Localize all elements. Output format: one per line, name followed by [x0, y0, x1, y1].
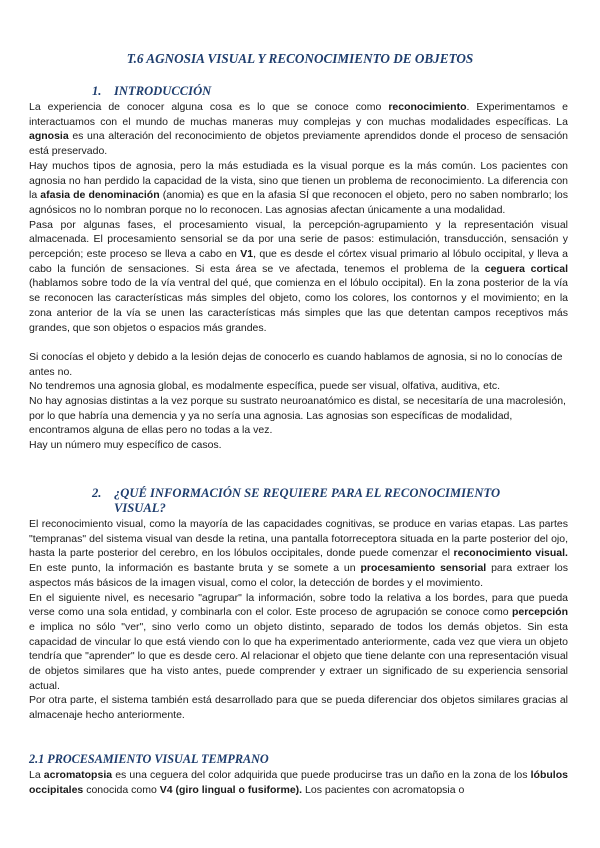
term-afasia-denominacion: afasia de denominación: [40, 189, 160, 202]
term-reconocimiento-visual: reconocimiento visual.: [453, 547, 568, 560]
section-1-number: 1.: [92, 84, 102, 98]
section-2-1-body: [29, 768, 568, 797]
term-acromatopsia: acromatopsia: [43, 769, 113, 781]
paragraph: Hay un número muy específico de casos.: [29, 439, 222, 452]
section-1-body: [29, 100, 568, 453]
paragraph: La experiencia de conocer alguna cosa es lo que se conoce como reconocimiento. Experimentamos e interactuamos con el mundo de muchas maneras muy complejas y con muchas modalidades específicas. La agnosia es una alteración del reconocimiento de objetos previamente aprendidos donde el proceso de sensación está preservado.: [29, 101, 568, 158]
term-v4: V4 (giro lingual o fusiforme).: [159, 783, 303, 796]
section-2-1-heading: 2.1 PROCESAMIENTO VISUAL TEMPRANO: [29, 752, 269, 766]
term-procesamiento-sensorial: procesamiento sensorial: [360, 562, 487, 575]
section-2-title-continued: VISUAL?: [114, 501, 166, 515]
section-2-title: ¿QUÉ INFORMACIÓN SE REQUIERE PARA EL RECONOCIMIENTO: [114, 486, 501, 500]
paragraph: Por otra parte, el sistema también está desarrollado para que se pueda diferenciar dos objetos similares gracias al almacenaje hecho anteriormente.: [29, 694, 568, 722]
document-title: T.6 AGNOSIA VISUAL Y RECONOCIMIENTO DE OBJETOS: [126, 51, 474, 66]
paragraph: Hay muchos tipos de agnosia, pero la más estudiada es la visual porque es la más común. Los pacientes con agnosia no han perdido la capacidad de la vista, sino que tienen un problema de reconocimiento. La diferencia con la afasia de denominación (anomia) es que en la afasia SÍ que reconocen el objeto, pero no saben nombrarlo; los agnósicos no lo nombran porque no lo reconocen. Las agnosias afectan únicamente a una modalidad.: [29, 159, 568, 216]
paragraph: En el siguiente nivel, es necesario "agrupar" la información, sobre todo la relativa a los bordes, para que pueda verse como una sola entidad, y combinarla con el color. Este proceso de agrupación se conoce como percepción e implica no sólo "ver", sino verlo como un objeto distinto, separado de todos los demás objetos. Sin esta capacidad de vincular lo que está viendo con lo que ha experimentado anteriormente, cada vez que viera un objeto tendría que "aprender" lo que es desde cero. Al relacionar el objeto que tiene delante con una representación visual de objetos similares que ha visto antes, puede comprender y extraer un significado de su experiencia sensorial actual.: [29, 591, 568, 692]
section-1-heading: [92, 84, 211, 99]
term-ceguera-cortical: ceguera cortical: [484, 262, 569, 275]
term-v1: V1: [240, 248, 254, 261]
paragraph: No hay agnosias distintas a la vez porque su sustrato neuroanatómico es distal, se necesitaría de una macrolesión, por lo que habría una demencia y ya no sería una agnosia. Las agnosias son específicas de modalidad, encontramos alguna de ellas pero no todas a la vez.: [29, 395, 566, 437]
term-percepcion: percepción: [511, 606, 568, 619]
paragraph: No tendremos una agnosia global, es modalmente específica, puede ser visual, olfativa, auditiva, etc.: [29, 380, 501, 393]
paragraph: Pasa por algunas fases, el procesamiento visual, la percepción-agrupamiento y la representación visual almacenada. El procesamiento sensorial se da por una serie de pasos: estimulación, transducción, sensación y percepción; este proceso se lleva a cabo en V1, que es desde el córtex visual primario al lóbulo occipital, y lleva a cabo la función de sensaciones. Si esta área se ve afectada, tenemos el problema de la ceguera cortical (hablamos sobre todo de la vía ventral del qué, que comienza en el lóbulo occipital). En la zona posterior de la vía se reconocen las características más simples del objeto, como los colores, los contornos y el movimiento; en la zona anterior de la vía se unen las características más simples que las que detentan campos receptivos más grandes, que son objetos o espacios más grandes.: [29, 218, 569, 334]
paragraph: La acromatopsia es una ceguera del color adquirida que puede producirse tras un daño en la zona de los lóbulos occipitales conocida como V4 (giro lingual o fusiforme). Los pacientes con acromatopsia o: [29, 769, 568, 796]
section-2-number: 2.: [92, 486, 102, 500]
paragraph: El reconocimiento visual, como la mayoría de las capacidades cognitivas, se produce en varias etapas. Las partes "tempranas" del sistema visual van desde la retina, una pantalla fotorreceptora situada en la parte posterior del ojo, hasta la parte posterior del cerebro, en los lóbulos occipitales, donde puede comenzar el reconocimiento visual. En este punto, la información es bastante bruta y se somete a un procesamiento sensorial para extraer los aspectos más básicos de la imagen visual, como el color, la detección de bordes y el movimiento.: [29, 518, 568, 589]
term-reconocimiento: reconocimiento: [388, 101, 467, 113]
section-2-body: [29, 517, 568, 723]
section-1-title: INTRODUCCIÓN: [114, 84, 212, 98]
paragraph: Si conocías el objeto y debido a la lesión dejas de conocerlo es cuando hablamos de agnosia, si no lo conocías de antes no.: [29, 350, 563, 378]
section-2-heading: [92, 486, 500, 501]
term-agnosia: agnosia: [29, 130, 69, 143]
term-lobulos-occipitales: lóbulos occipitales: [29, 769, 568, 796]
